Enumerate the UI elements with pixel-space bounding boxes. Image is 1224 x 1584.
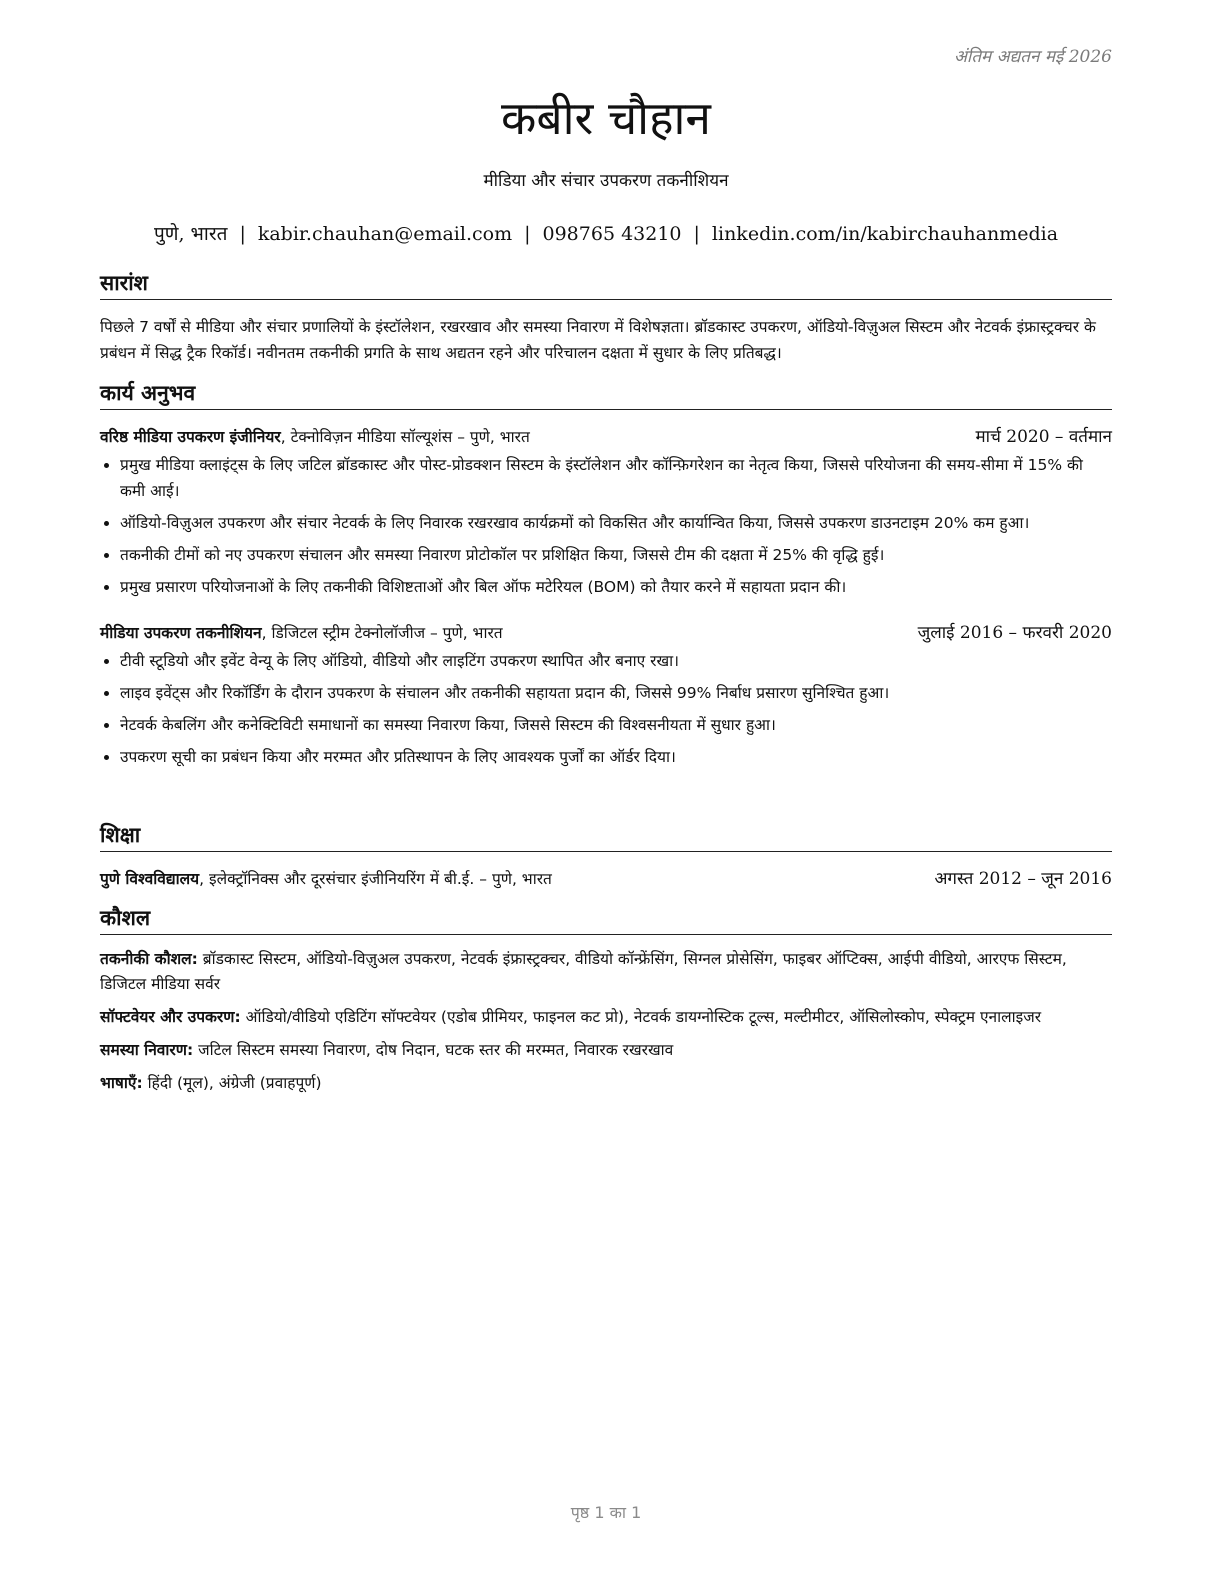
job-bullet: • प्रमुख प्रसारण परियोजनाओं के लिए तकनीकी विशिष्टताओं और बिल ऑफ मटेरियल (BOM) को तैयार करने में सहायता प्रदान की।	[120, 574, 1112, 600]
job-bullet: • लाइव इवेंट्स और रिकॉर्डिंग के दौरान उपकरण के संचालन और तकनीकी सहायता प्रदान की, जिससे 99% निर्बाध प्रसारण सुनिश्चित हुआ।	[120, 680, 1112, 706]
job-role: वरिष्ठ मीडिया उपकरण इंजीनियर	[100, 428, 281, 446]
resume-page	[100, 0, 1112, 1584]
skill-label: तकनीकी कौशल:	[100, 950, 198, 968]
last-updated: अंतिम अद्यतन मई 2026	[953, 47, 1112, 67]
summary-heading: सारांश	[100, 270, 1112, 300]
job-bullet: • प्रमुख मीडिया क्लाइंट्स के लिए जटिल ब्रॉडकास्ट और पोस्ट-प्रोडक्शन सिस्टम के इंस्टॉलेशन और कॉन्फ़िगरेशन का नेतृत्व किया, जिससे परियोजना की समय-सीमा में 15% की कमी आई।	[120, 452, 1112, 504]
contact-separator: |	[693, 223, 700, 245]
job-entry	[100, 424, 1112, 600]
job-dates: मार्च 2020 – वर्तमान	[975, 427, 1112, 447]
job-role: मीडिया उपकरण तकनीशियन	[100, 624, 262, 642]
skill-text: ऑडियो/वीडियो एडिटिंग सॉफ्टवेयर (एडोब प्रीमियर, फाइनल कट प्रो), नेटवर्क डायग्नोस्टिक टूल्स, मल्टीमीटर, ऑसिलोस्कोप, स्पेक्ट्रम एनालाइजर	[240, 1008, 1042, 1026]
candidate-name: कबीर चौहान	[501, 91, 711, 145]
skill-label: भाषाएँ:	[100, 1074, 143, 1092]
contact-phone[interactable]: 098765 43210	[542, 223, 682, 245]
contact-location: पुणे, भारत	[153, 223, 228, 245]
contact-separator: |	[524, 223, 531, 245]
contact-email[interactable]: kabir.chauhan@email.com	[257, 223, 513, 245]
education-dates: अगस्त 2012 – जून 2016	[934, 869, 1112, 889]
contact-separator: |	[239, 223, 246, 245]
summary-text: पिछले 7 वर्षों से मीडिया और संचार प्रणालियों के इंस्टॉलेशन, रखरखाव और समस्या निवारण में विशेषज्ञता। ब्रॉडकास्ट उपकरण, ऑडियो-विज़ुअल सिस्टम और नेटवर्क इंफ्रास्ट्रक्चर के प्रबंधन में सिद्ध ट्रैक रिकॉर्ड। नवीनतम तकनीकी प्रगति के साथ अद्यतन रहने और परिचालन दक्षता में सुधार के लिए प्रतिबद्ध।	[100, 318, 1096, 362]
job-org: , डिजिटल स्ट्रीम टेक्नोलॉजीज – पुणे, भारत	[261, 624, 503, 642]
skill-text: हिंदी (मूल), अंग्रेजी (प्रवाहपूर्ण)	[142, 1074, 322, 1092]
job-bullets	[100, 648, 1112, 770]
page-number: पृष्ठ 1 का 1	[570, 1503, 642, 1522]
skills-section	[100, 905, 1112, 1104]
summary-section	[100, 270, 1112, 366]
experience-section	[100, 380, 1112, 776]
experience-heading: कार्य अनुभव	[100, 380, 1112, 410]
skills-heading: कौशल	[100, 905, 1112, 935]
skill-line	[100, 1038, 1112, 1063]
job-bullet: • ऑडियो-विज़ुअल उपकरण और संचार नेटवर्क के लिए निवारक रखरखाव कार्यक्रमों को विकसित और कार्यान्वित किया, जिससे उपकरण डाउनटाइम 20% कम हुआ।	[120, 510, 1112, 536]
education-entry	[100, 866, 1112, 892]
skill-line	[100, 1005, 1112, 1030]
job-bullet: • टीवी स्टूडियो और इवेंट वेन्यू के लिए ऑडियो, वीडियो और लाइटिंग उपकरण स्थापित और बनाए रखा।	[120, 648, 1112, 674]
job-bullet: • तकनीकी टीमों को नए उपकरण संचालन और समस्या निवारण प्रोटोकॉल पर प्रशिक्षित किया, जिससे टीम की दक्षता में 25% की वृद्धि हुई।	[120, 542, 1112, 568]
education-section	[100, 822, 1112, 892]
job-org: , टेक्नोविज़न मीडिया सॉल्यूशंस – पुणे, भारत	[280, 428, 530, 446]
contact-linkedin[interactable]: linkedin.com/in/kabirchauhanmedia	[711, 223, 1059, 245]
job-dates: जुलाई 2016 – फरवरी 2020	[917, 623, 1112, 643]
job-bullet: • उपकरण सूची का प्रबंधन किया और मरम्मत और प्रतिस्थापन के लिए आवश्यक पुर्जों का ऑर्डर दिया।	[120, 744, 1112, 770]
education-degree: , इलेक्ट्रॉनिक्स और दूरसंचार इंजीनियरिंग में बी.ई. – पुणे, भारत	[199, 870, 552, 888]
skill-line	[100, 1071, 1112, 1096]
job-bullet: • नेटवर्क केबलिंग और कनेक्टिविटी समाधानों का समस्या निवारण किया, जिससे सिस्टम की विश्वसनीयता में सुधार हुआ।	[120, 712, 1112, 738]
skill-label: सॉफ्टवेयर और उपकरण:	[100, 1008, 241, 1026]
job-entry	[100, 620, 1112, 770]
candidate-title: मीडिया और संचार उपकरण तकनीशियन	[483, 171, 729, 191]
education-school: पुणे विश्वविद्यालय	[100, 870, 200, 888]
skill-line	[100, 947, 1112, 997]
job-bullets	[100, 452, 1112, 600]
education-heading: शिक्षा	[100, 822, 1112, 852]
job-header	[100, 620, 1112, 646]
job-header	[100, 424, 1112, 450]
skill-label: समस्या निवारण:	[100, 1041, 194, 1059]
skill-text: जटिल सिस्टम समस्या निवारण, दोष निदान, घटक स्तर की मरम्मत, निवारक रखरखाव	[193, 1041, 674, 1059]
skill-text: ब्रॉडकास्ट सिस्टम, ऑडियो-विज़ुअल उपकरण, नेटवर्क इंफ्रास्ट्रक्चर, वीडियो कॉन्फ्रेंसिंग, सिग्नल प्रोसेसिंग, फाइबर ऑप्टिक्स, आईपी वीडियो, आरएफ सिस्टम, डिजिटल मीडिया सर्वर	[100, 950, 1067, 993]
contact-line	[100, 220, 1112, 246]
